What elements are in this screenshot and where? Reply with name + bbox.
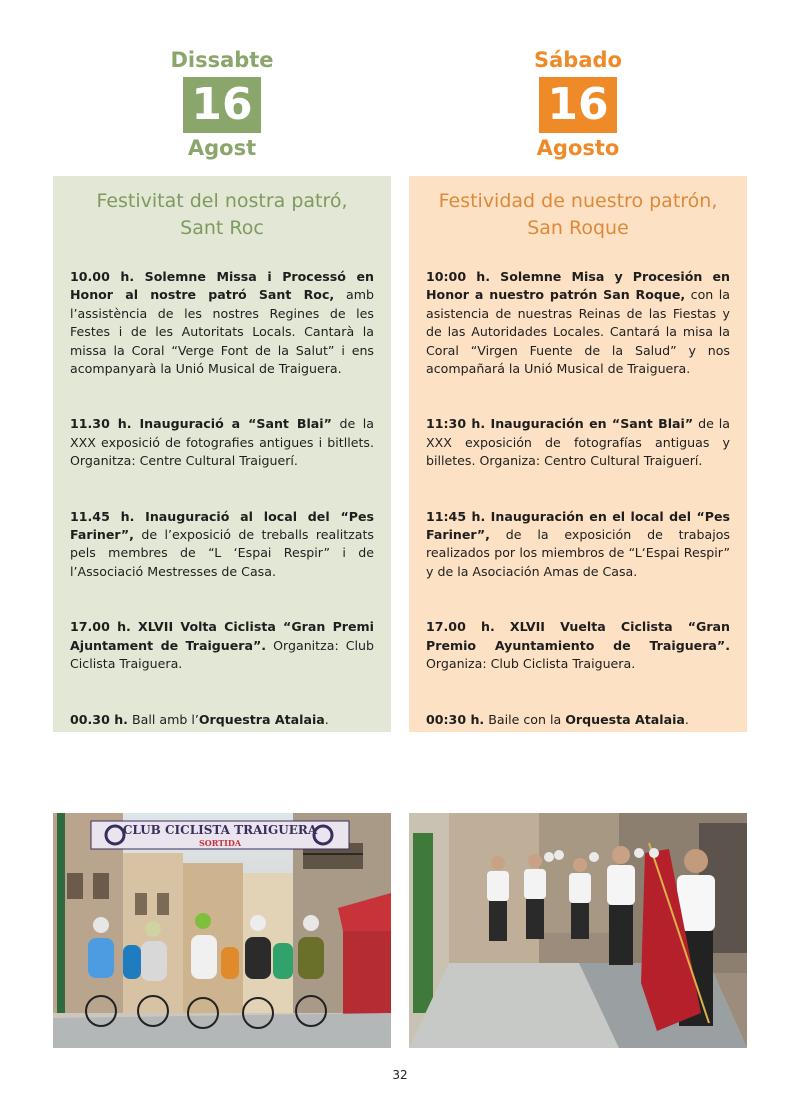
event-time: 11:30 h. Inauguración en “Sant Blai” xyxy=(426,416,694,432)
event-item xyxy=(70,618,374,673)
event-item xyxy=(426,508,730,582)
event-time: 00:30 h. xyxy=(426,711,485,727)
event-time: 17.00 h. XLVII Volta Ciclista “Gran Premi Ajuntament de Traiguera”. xyxy=(70,619,374,653)
event-item xyxy=(426,268,730,378)
event-description: de la XXX exposición de fotografías antiguas y billetes. Organiza: Centro Cultural Traiguerí. xyxy=(426,416,730,469)
banner-text: CLUB CICLISTA TRAIGUERA xyxy=(122,823,318,837)
event-description: Baile con la xyxy=(484,711,566,727)
event-description-end: . xyxy=(324,711,329,727)
event-time: 17.00 h. XLVII Vuelta Ciclista “Gran Premio Ayuntamiento de Traiguera”. xyxy=(426,619,730,653)
event-time: 00.30 h. xyxy=(70,711,128,727)
event-time: 11.30 h. Inauguració a “Sant Blai” xyxy=(70,416,332,432)
event-highlight: Orquesta Atalaia xyxy=(565,711,685,727)
month-name: Agosto xyxy=(536,136,620,160)
cycling-race-photo xyxy=(53,813,391,1048)
procession-illustration xyxy=(409,813,747,1048)
event-description-end: . xyxy=(684,711,689,727)
month-name: Agost xyxy=(187,136,257,160)
event-item xyxy=(426,618,730,673)
event-item xyxy=(426,711,730,729)
banner-subtext: SORTIDA xyxy=(198,838,242,848)
date-header xyxy=(409,0,747,176)
title-line: Festivitat del nostra patró, xyxy=(96,190,348,212)
event-item xyxy=(426,415,730,470)
event-time: 11.45 h. Inauguració al local del “Pes Fariner”, xyxy=(70,508,374,543)
day-number: 16 xyxy=(539,77,617,133)
event-description: Organitza: Club Ciclista Traiguera. xyxy=(70,637,374,672)
panel-title xyxy=(70,188,374,242)
event-highlight: Orquestra Atalaia xyxy=(198,711,325,727)
event-description: con la asistencia de nuestras Reinas de las Fiestas y de las Autoridades Locales. Cantará la misa la Coral “Virgen Fuente de la Salud” y nos acompañará la Unió Musical de Traiguera. xyxy=(426,287,730,377)
day-number: 16 xyxy=(183,77,261,133)
cycling-race-illustration xyxy=(53,813,391,1048)
event-time: 10:00 h. Solemne Misa y Procesión en Honor a nuestro patrón San Roque, xyxy=(426,269,730,303)
title-line: Sant Roc xyxy=(180,217,264,239)
event-description: Ball amb l’ xyxy=(127,711,199,727)
event-item xyxy=(70,268,374,378)
spanish-column xyxy=(409,0,747,727)
event-description: de la exposición de trabajos realizados por los miembros de “L‘Espai Respir” y de la Asociación Amas de Casa. xyxy=(426,527,730,579)
panel-title xyxy=(426,188,730,242)
day-name: Sábado xyxy=(534,48,622,72)
procession-photo xyxy=(409,813,747,1048)
event-description: de l’exposició de treballs realitzats pels membres de “L ‘Espai Respir” i de l’Associació Mestresses de Casa. xyxy=(70,527,374,579)
event-description: de la XXX exposició de fotografies antigues i bitllets. Organitza: Centre Cultural Traiguerí. xyxy=(70,416,374,469)
date-header xyxy=(53,0,391,176)
catalan-column xyxy=(53,0,391,727)
day-name: Dissabte xyxy=(170,48,274,72)
event-item xyxy=(70,508,374,582)
title-line: Festividad de nuestro patrón, xyxy=(438,190,718,212)
event-item xyxy=(70,711,374,729)
event-time: 11:45 h. Inauguración en el local del “Pes Fariner”, xyxy=(426,508,730,543)
event-item xyxy=(70,415,374,470)
event-description: Organiza: Club Ciclista Traiguera. xyxy=(426,656,636,672)
title-line: San Roque xyxy=(527,217,629,239)
program-panel xyxy=(409,176,747,732)
program-panel xyxy=(53,176,391,732)
page-number: 32 xyxy=(392,1068,408,1082)
event-time: 10.00 h. Solemne Missa i Processó en Honor al nostre patró Sant Roc, xyxy=(70,269,374,303)
event-description: amb l’assistència de les nostres Regines de les Festes i de les Autoritats Locals. Cantarà la missa la Coral “Verge Font de la Salut” i ens acompanyarà la Unió Musical de Traiguera. xyxy=(70,287,375,377)
